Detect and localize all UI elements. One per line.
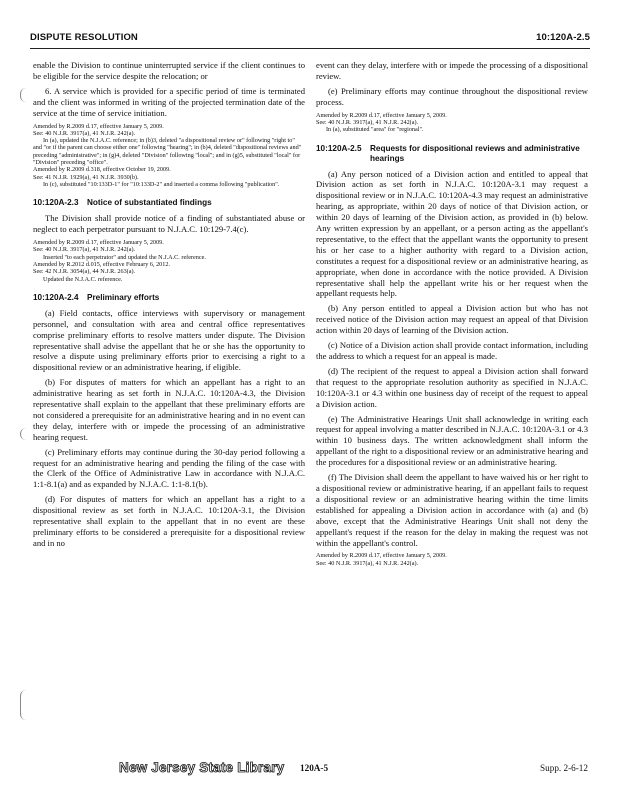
amendment-note: See: 41 N.J.R. 1929(a), 41 N.J.R. 3930(b). xyxy=(33,173,139,181)
amendment-note: Amended by R.2009 d.17, effective January 5, 2009. xyxy=(33,239,164,247)
header-left-title: DISPUTE RESOLUTION xyxy=(30,32,138,43)
subsection-e: (e) The Administrative Hearings Unit shall acknowledge in writing each request for appeal involving a matter described in N.J.A.C. 10:120A-3.1 or 4.3 within 10 business days. The written acknowledgment shall inform the appellant of the right to a dispositional review or an administrative hearing and the procedures for a dispositional review or an administrative hearing. xyxy=(316,413,588,468)
running-header xyxy=(30,32,590,46)
section-number: 10:120A-2.3 xyxy=(33,198,79,208)
subsection-c: (c) Preliminary efforts may continue during the 30-day period following a request for an administrative hearing and pending the filing of the case with the Clerk of the Office of Administrative Law in accordance with N.J.A.C. 1:1-8.1(a) and as expanded by N.J.A.C. 1:1-8.1(b). xyxy=(33,446,305,490)
paragraph-continued: event can they delay, interfere with or impede the processing of a dispositional review. xyxy=(316,60,588,81)
paragraph-item-6: 6. A service which is provided for a specific period of time is terminated and the client was informed in writing of the projected termination date of the service at the time of service initiation. xyxy=(33,85,305,118)
amendment-note: See: 40 N.J.R. 3917(a), 41 N.J.R. 242(a). xyxy=(316,118,419,126)
amendment-note: Amended by R.2009 d.17, effective January 5, 2009. xyxy=(316,111,447,119)
subsection-c: (c) Notice of a Division action shall provide contact information, including the address to which a request for an appeal is made. xyxy=(316,340,588,362)
page-number: 120A-5 xyxy=(300,763,329,773)
subsection-d: (d) The recipient of the request to appeal a Division action shall forward that request to the appropriate resolution authority as specified in N.J.A.C. 10:120A-3.1 or 4.3 within one business day of receipt of the request to appeal a Division action. xyxy=(316,365,588,409)
section-paragraph: The Division shall provide notice of a finding of substantiated abuse or neglect to each perpetrator pursuant to N.J.A.C. 10:129-7.4(c). xyxy=(33,213,305,235)
library-logo: New Jersey State Library xyxy=(119,760,285,775)
section-title: Notice of substantiated findings xyxy=(87,198,212,208)
amendment-note: Updated the N.J.A.C. reference. xyxy=(43,275,123,283)
subsection-d: (d) For disputes of matters for which an appellant has a right to a dispositional review as set forth in N.J.A.C. 10:120A-3.1, the Division representative shall explain to the appellant that in no event are these preliminary efforts to be considered a prerequisite for a dispositional review and in no xyxy=(33,494,305,548)
amendment-note: See: 42 N.J.R. 3054(a), 44 N.J.R. 263(a). xyxy=(33,268,136,276)
section-heading-2-4 xyxy=(33,293,305,303)
right-column xyxy=(316,60,588,567)
amendment-note: Amended by R.2012 d.015, effective February 6, 2012. xyxy=(33,260,171,268)
subsection-f: (f) The Division shall deem the appellant to have waived his or her right to a dispositional review or administrative hearing, if an appellant fails to request a dispositional review or an administrative hearing within the time limits established for appealing a Division action in accordance with (a) and (b) above, except that the Administrative Hearings Unit shall not deny the appellant's request if the reason for the delay in making the request was not within the appellant's control. xyxy=(316,472,588,548)
amendment-note: Amended by R.2009 d.318, effective October 19, 2009. xyxy=(33,166,171,174)
section-title: Requests for dispositional reviews and administrative hearings xyxy=(370,143,580,163)
subsection-a: (a) Field contacts, office interviews with supervisory or management personnel, and consultation with area and central office representatives comprise preliminary efforts to resolve matters under dispute. The Division representative shall advise the appellant that he or she has the opportunity to resolve a dispute using preliminary efforts prior to exercising a right to a dispositional review or an administrative hearing, if eligible. xyxy=(33,307,305,373)
subsection-b: (b) Any person entitled to appeal a Division action but who has not received notice of the Division action may request an appeal of that Division action within 20 days of learning of the Division action. xyxy=(316,303,588,336)
amendment-note: Amended by R.2009 d.17, effective January 5, 2009. xyxy=(316,552,447,560)
section-heading-2-3 xyxy=(33,198,305,208)
subsection-e: (e) Preliminary efforts may continue throughout the dispositional review process. xyxy=(316,85,588,107)
amendment-note: In (a), updated the N.J.A.C. reference; in (b)3, deleted "a dispositional review or" following "right to" and "or if the parent can choose either one" following "hearing"; in (b)4, deleted "dispositional reviews and" preceding "administrative"; in (g)4, deleted "Division" following "local"; and in (g)5, substituted "local" for "Division" preceding "office". xyxy=(33,137,302,167)
supplement-date: Supp. 2-6-12 xyxy=(540,763,588,773)
subsection-a: (a) Any person noticed of a Division action and entitled to appeal that Division action as set forth in N.J.A.C. 10:120A-3.1 may request a dispositional review or in N.J.A.C. 10:120A-4.3 may request an administrative hearing, as appropriate, within 20 days of notice of that Division action, or within 20 days of learning of the Division action, as provided in (b) below. Any written expression by an appellant, or a person acting as the appellant's representative, to the effect that the appellant wants the opportunity to present his or her case to a higher authority with regard to a Division action, constitutes a request for a dispositional review or an administrative hearing, as appropriate, when done in accordance with the notice provided. A Division representative shall help the appellant write his or her request when the appellant requests help. xyxy=(316,168,588,299)
subsection-b: (b) For disputes of matters for which an appellant has a right to an administrative hearing as set forth in N.J.A.C. 10:120A-4.3, the Division representative shall explain to the appellant that these preliminary efforts are not considered a prerequisite for an administrative hearing and in no event can they delay, interfere with or impede the processing of an administrative hearing request. xyxy=(33,377,305,442)
header-right-section: 10:120A-2.5 xyxy=(536,32,590,43)
section-title: Preliminary efforts xyxy=(87,292,160,302)
amendment-note: Amended by R.2009 d.17, effective January 5, 2009. xyxy=(33,122,164,130)
margin-mark xyxy=(20,88,27,102)
header-rule xyxy=(30,48,590,49)
amendment-note: In (c), substituted "10:133D-1" for "10:133D-2" and inserted a comma following "publication". xyxy=(43,180,280,188)
section-number: 10:120A-2.4 xyxy=(33,292,79,302)
amendment-note: In (a), substituted "area" for "regional". xyxy=(326,126,424,134)
margin-mark xyxy=(20,690,27,720)
section-number: 10:120A-2.5 xyxy=(316,143,362,153)
paragraph-continued: enable the Division to continue uninterrupted service if the client continues to be eligible for the service despite the relocation; or xyxy=(33,60,305,81)
section-heading-2-5 xyxy=(316,144,588,164)
amendment-note: Inserted "to each perpetrator" and updated the N.J.A.C. reference. xyxy=(43,253,206,261)
page-footer xyxy=(0,760,618,776)
amendment-note: See: 40 N.J.R. 3917(a), 41 N.J.R. 242(a). xyxy=(33,129,136,137)
margin-mark xyxy=(20,428,27,440)
amendment-note: See: 40 N.J.R. 3917(a), 41 N.J.R. 242(a). xyxy=(316,559,419,567)
left-column xyxy=(33,60,305,553)
amendment-note: See: 40 N.J.R. 3917(a), 41 N.J.R. 242(a). xyxy=(33,246,136,254)
